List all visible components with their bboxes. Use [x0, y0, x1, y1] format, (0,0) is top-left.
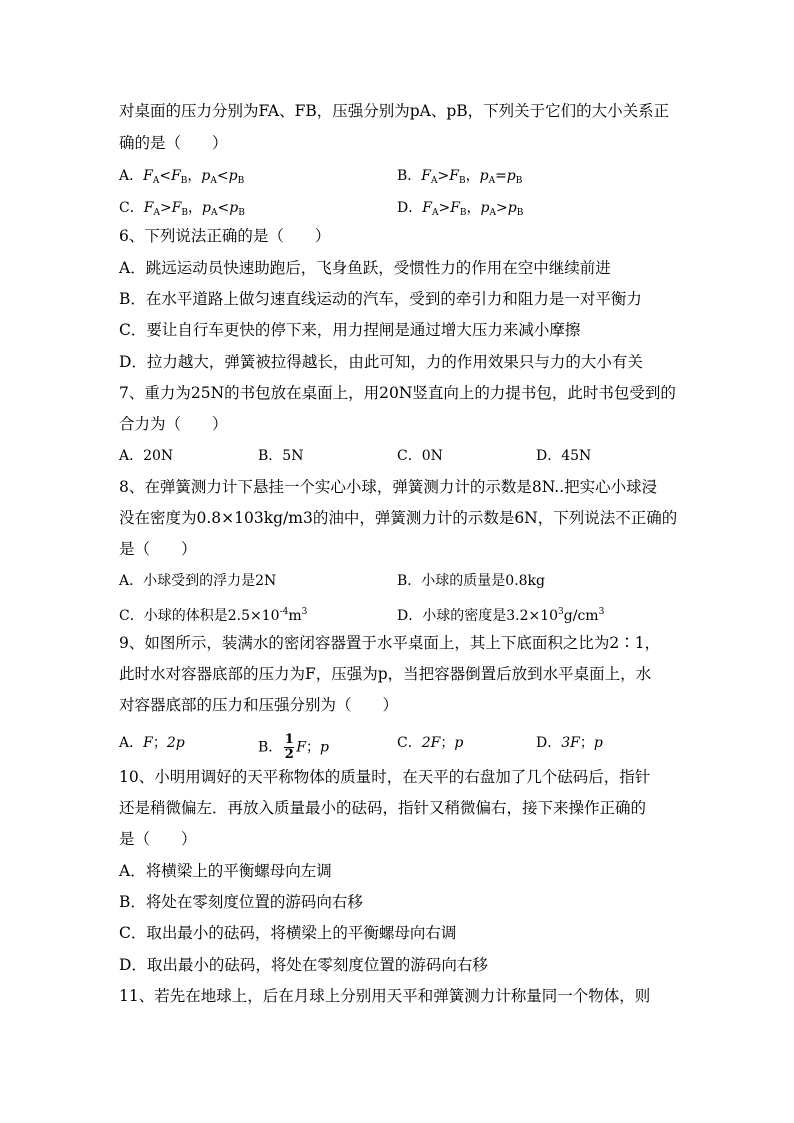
q10-option-b[interactable]: B．将处在零刻度位置的游码向右移	[119, 893, 363, 911]
q5-option-b[interactable]: B．$F_A>F_B$，$p_A=p_B$	[397, 168, 523, 186]
q9-option-d[interactable]: D．3F；p	[536, 735, 603, 751]
q9-stem-line-3: 对容器底部的压力和压强分别为（ ）	[119, 696, 399, 714]
q10-option-a[interactable]: A．将横梁上的平衡螺母向左调	[119, 862, 332, 880]
q8-option-a[interactable]: A．小球受到的浮力是2N	[119, 573, 277, 589]
q5-stem-line-1: 对桌面的压力分别为FA、FB，压强分别为pA、pB，下列关于它们的大小关系正	[119, 102, 670, 120]
fraction-one-half: $\frac{1}{2}$	[284, 732, 294, 762]
q10-option-d[interactable]: D．取出最小的砝码，将处在零刻度位置的游码向右移	[119, 956, 488, 974]
q7-option-c[interactable]: C．0N	[397, 448, 443, 464]
q8-stem-line-2: 没在密度为0.8×103kg/m3的油中，弹簧测力计的示数是6N，下列说法不正确的	[119, 509, 678, 527]
q10-stem-line-2: 还是稍微偏左．再放入质量最小的砝码，指针又稍微偏右，接下来操作正确的	[119, 799, 647, 817]
q6-option-d[interactable]: D．拉力越大，弹簧被拉得越长，由此可知，力的作用效果只与力的大小有关	[119, 353, 643, 371]
q7-option-d[interactable]: D．45N	[536, 448, 592, 464]
q9-option-a[interactable]: A．F；2p	[119, 735, 185, 751]
q6-option-c[interactable]: C．要让自行车更快的停下来，用力捏闸是通过增大压力来减小摩擦	[119, 321, 581, 339]
q7-option-b[interactable]: B．5N	[258, 448, 304, 464]
q5-option-c[interactable]: C．$F_A>F_B$，$p_A<p_B$	[119, 200, 245, 218]
q9-option-c[interactable]: C．2F；p	[397, 735, 464, 751]
q9-stem-line-2: 此时水对容器底部的压力为F，压强为p，当把容器倒置后放到水平桌面上，水	[119, 665, 652, 683]
q9-stem-line-1: 9、如图所示，装满水的密闭容器置于水平桌面上，其上下底面积之比为2∶1，	[119, 634, 661, 652]
q7-stem-line-2: 合力为（ ）	[119, 415, 228, 433]
q6-stem: 6、下列说法正确的是（ ）	[119, 227, 331, 245]
q8-option-d[interactable]: D．小球的密度是$3.2\times 10^3g/cm^3$	[397, 607, 605, 624]
q8-stem-line-1: 8、在弹簧测力计下悬挂一个实心小球，弹簧测力计的示数是8N..把实心小球浸	[119, 478, 658, 496]
q6-option-b[interactable]: B．在水平道路上做匀速直线运动的汽车，受到的牵引力和阻力是一对平衡力	[119, 290, 642, 308]
q9-option-b[interactable]: B． $\frac{1}{2}$ F；p	[258, 732, 329, 762]
q8-stem-line-3: 是（ ）	[119, 540, 197, 558]
q10-stem-line-3: 是（ ）	[119, 830, 197, 848]
q8-option-c[interactable]: C．小球的体积是$2.5\times 10^{-4}m^3$	[119, 607, 308, 624]
q8-option-b[interactable]: B．小球的质量是0.8kg	[397, 573, 545, 589]
q5-option-d[interactable]: D．$F_A>F_B$，$p_A>p_B$	[397, 200, 524, 218]
q6-option-a[interactable]: A．跳远运动员快速助跑后，飞身鱼跃，受惯性力的作用在空中继续前进	[119, 259, 611, 277]
q10-option-c[interactable]: C．取出最小的砝码，将横梁上的平衡螺母向右调	[119, 924, 457, 942]
q7-stem-line-1: 7、重力为25N的书包放在桌面上，用20N竖直向上的力提书包，此时书包受到的	[119, 384, 676, 402]
q5-option-a[interactable]: A．$F_A<F_B$，$p_A<p_B$	[119, 168, 245, 186]
q11-stem-line-1: 11、若先在地球上，后在月球上分别用天平和弹簧测力计称量同一个物体，则	[119, 987, 651, 1005]
q5-stem-line-2: 确的是（ ）	[119, 134, 228, 152]
q7-option-a[interactable]: A．20N	[119, 448, 174, 464]
q10-stem-line-1: 10、小明用调好的天平称物体的质量时，在天平的右盘加了几个砝码后，指针	[119, 768, 651, 786]
